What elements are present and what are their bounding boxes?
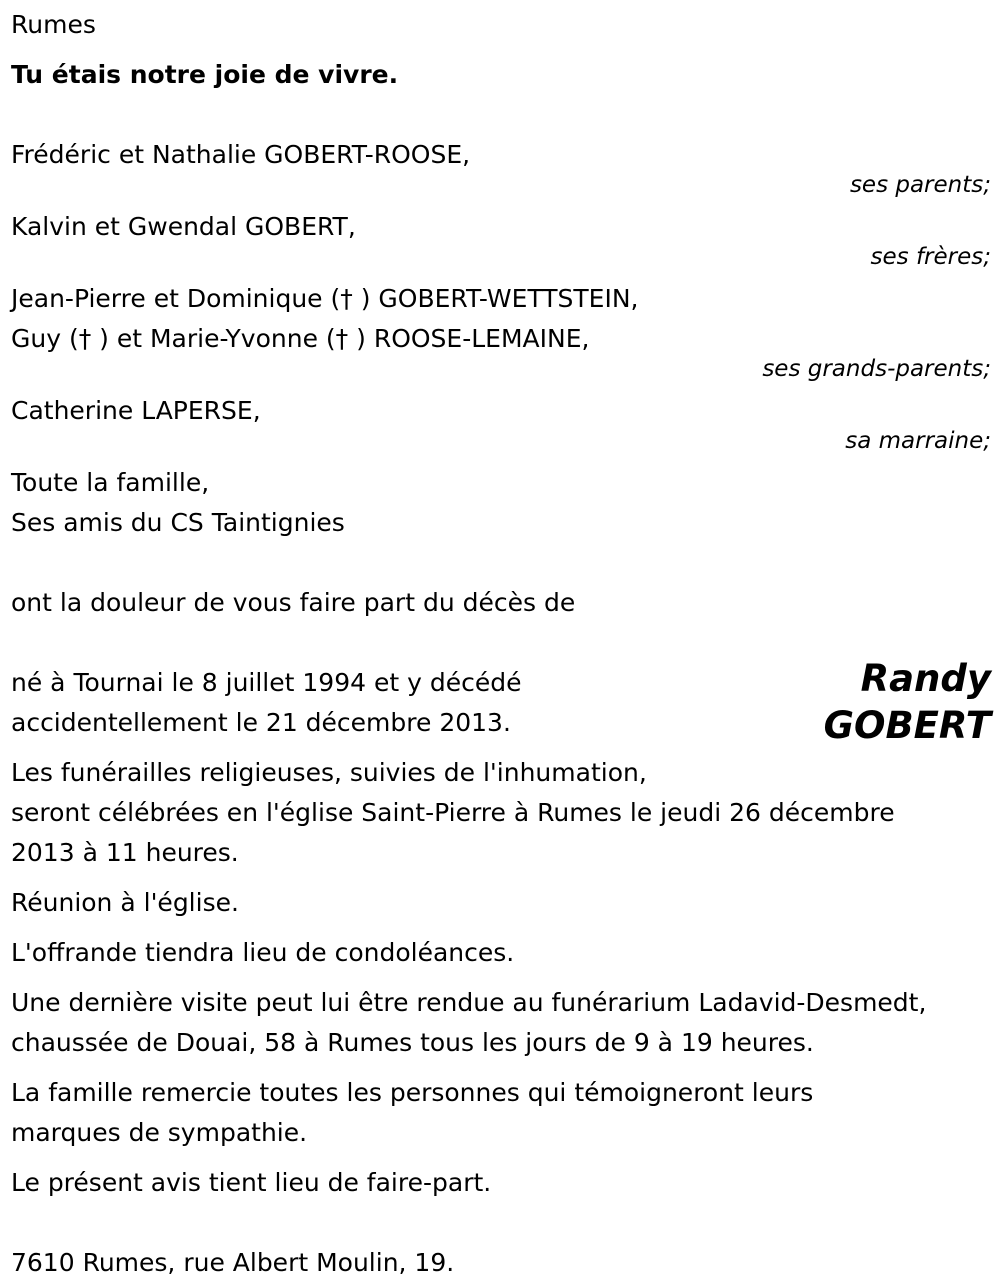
motto: Tu étais notre joie de vivre. bbox=[11, 60, 399, 89]
address-line: 7610 Rumes, rue Albert Moulin, 19. bbox=[11, 1248, 455, 1277]
funeral-paragraph bbox=[11, 753, 991, 873]
thanks-paragraph bbox=[11, 1073, 991, 1153]
family-group-siblings bbox=[11, 207, 991, 269]
birth-line: accidentellement le 21 décembre 2013. bbox=[11, 708, 511, 737]
deceased-first-name: Randy bbox=[860, 657, 991, 700]
notice-paragraph bbox=[11, 1163, 991, 1203]
deceased-last-name: GOBERT bbox=[823, 704, 991, 747]
text-line: marques de sympathie. bbox=[11, 1118, 308, 1147]
deceased-block bbox=[11, 657, 991, 747]
family-role: ses frères; bbox=[870, 244, 991, 270]
family-role: ses grands-parents; bbox=[762, 356, 991, 382]
family-line: Kalvin et Gwendal GOBERT, bbox=[11, 212, 356, 241]
family-line: Frédéric et Nathalie GOBERT-ROOSE, bbox=[11, 140, 471, 169]
family-line: Guy († ) et Marie-Yvonne († ) ROOSE-LEMAINE, bbox=[11, 324, 590, 353]
text-line: chaussée de Douai, 58 à Rumes tous les jours de 9 à 19 heures. bbox=[11, 1028, 814, 1057]
text-line: seront célébrées en l'église Saint-Pierre à Rumes le jeudi 26 décembre bbox=[11, 798, 895, 827]
announcement-line: ont la douleur de vous faire part du décès de bbox=[11, 588, 576, 617]
family-group-others bbox=[11, 463, 991, 543]
obituary-notice bbox=[11, 5, 991, 1283]
offering-paragraph bbox=[11, 933, 991, 973]
family-line: Toute la famille, bbox=[11, 468, 210, 497]
birth-line: né à Tournai le 8 juillet 1994 et y décédé bbox=[11, 668, 522, 697]
family-group-godmother bbox=[11, 391, 991, 453]
meeting-paragraph bbox=[11, 883, 991, 923]
deceased-name bbox=[824, 655, 991, 749]
family-group-parents bbox=[11, 135, 991, 197]
family-group-grandparents bbox=[11, 279, 991, 381]
text-line: Les funérailles religieuses, suivies de l'inhumation, bbox=[11, 758, 647, 787]
text-line: Le présent avis tient lieu de faire-part. bbox=[11, 1168, 492, 1197]
text-line: La famille remercie toutes les personnes qui témoigneront leurs bbox=[11, 1078, 814, 1107]
family-line: Jean-Pierre et Dominique († ) GOBERT-WETTSTEIN, bbox=[11, 284, 639, 313]
family-line: Catherine LAPERSE, bbox=[11, 396, 261, 425]
location-heading: Rumes bbox=[11, 10, 96, 39]
text-line: 2013 à 11 heures. bbox=[11, 838, 239, 867]
family-role: sa marraine; bbox=[845, 428, 991, 454]
text-line: Une dernière visite peut lui être rendue au funérarium Ladavid-Desmedt, bbox=[11, 988, 927, 1017]
family-line: Ses amis du CS Taintignies bbox=[11, 508, 345, 537]
family-role: ses parents; bbox=[849, 172, 991, 198]
visit-paragraph bbox=[11, 983, 991, 1063]
text-line: Réunion à l'église. bbox=[11, 888, 239, 917]
text-line: L'offrande tiendra lieu de condoléances. bbox=[11, 938, 515, 967]
